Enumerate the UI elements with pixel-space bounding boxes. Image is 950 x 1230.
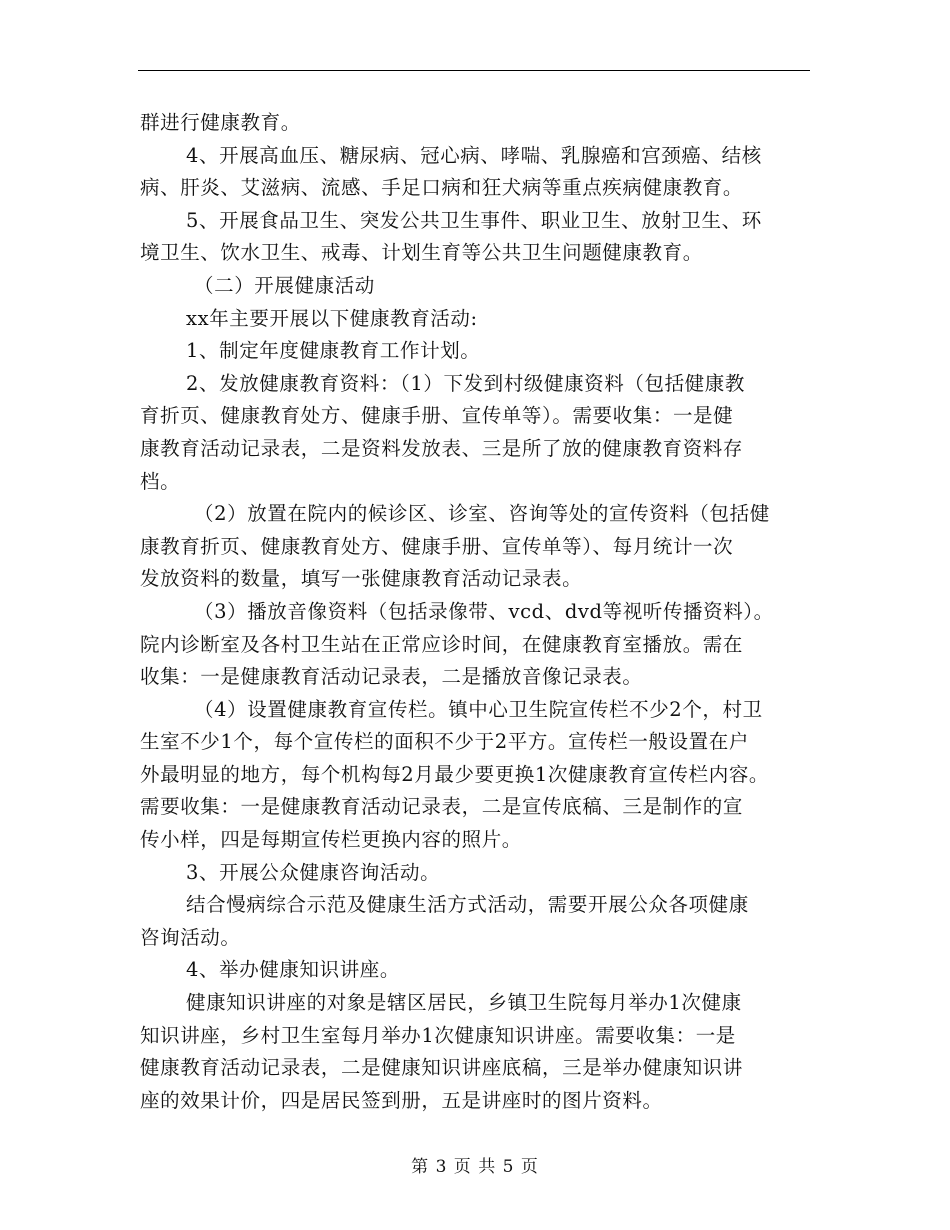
text-line: 2、发放健康教育资料：（1）下发到村级健康资料（包括健康教 [186, 371, 745, 395]
header-rule [138, 70, 810, 71]
page-number-footer: 第 3 页 共 5 页 [411, 1157, 539, 1177]
text-line: （2）放置在院内的候诊区、诊室、咨询等处的宣传资料（包括健 [194, 502, 770, 526]
document-body [140, 107, 820, 1117]
text-line: （4）设置健康教育宣传栏。镇中心卫生院宣传栏不少2个，村卫 [194, 697, 763, 721]
text-line: （3）播放音像资料（包括录像带、vcd、dvd等视听传播资料）。 [194, 599, 774, 623]
text-line: 结合慢病综合示范及健康生活方式活动，需要开展公众各项健康 [186, 893, 749, 917]
text-line: 1、制定年度健康教育工作计划。 [186, 339, 481, 363]
text-line: 群进行健康教育。 [140, 111, 301, 134]
text-line: 发放资料的数量，填写一张健康教育活动记录表。 [140, 567, 583, 591]
text-line: 病、肝炎、艾滋病、流感、手足口病和狂犬病等重点疾病健康教育。 [140, 176, 744, 200]
text-line: 3、开展公众健康咨询活动。 [186, 860, 441, 884]
text-line: 需要收集：一是健康教育活动记录表，二是宣传底稿、三是制作的宣 [140, 795, 744, 819]
text-line: 咨询活动。 [140, 925, 241, 949]
text-line: 康教育活动记录表，二是资料发放表、三是所了放的健康教育资料存 [140, 436, 744, 460]
text-line: 外最明显的地方，每个机构每2月最少要更换1次健康教育宣传栏内容。 [140, 762, 770, 786]
text-line: （二）开展健康活动 [194, 273, 375, 297]
text-line: 院内诊断室及各村卫生站在正常应诊时间，在健康教育室播放。需在 [140, 632, 744, 656]
text-line: 生室不少1个，每个宣传栏的面积不少于2平方。宣传栏一般设置在户 [140, 730, 749, 754]
text-line: 传小样，四是每期宣传栏更换内容的照片。 [140, 828, 522, 852]
text-line: 档。 [140, 469, 181, 493]
text-line: 境卫生、饮水卫生、戒毒、计划生育等公共卫生问题健康教育。 [140, 241, 703, 265]
text-line: xx年主要开展以下健康教育活动: [186, 306, 478, 330]
text-line: 收集：一是健康教育活动记录表，二是播放音像记录表。 [140, 665, 643, 689]
text-line: 4、举办健康知识讲座。 [186, 958, 401, 982]
text-line: 育折页、健康教育处方、健康手册、宣传单等）。需要收集：一是健 [140, 404, 734, 428]
text-line: 康教育折页、健康教育处方、健康手册、宣传单等）、每月统计一次 [140, 534, 734, 558]
text-line: 5、开展食品卫生、突发公共卫生事件、职业卫生、放射卫生、环 [186, 208, 762, 232]
text-line: 座的效果计价，四是居民签到册，五是讲座时的图片资料。 [140, 1088, 663, 1112]
text-line: 知识讲座，乡村卫生室每月举办1次健康知识讲座。需要收集：一是 [140, 1023, 736, 1047]
text-line: 健康知识讲座的对象是辖区居民，乡镇卫生院每月举办1次健康 [186, 991, 742, 1015]
text-line: 4、开展高血压、糖尿病、冠心病、哮喘、乳腺癌和宫颈癌、结核 [186, 143, 762, 167]
text-line: 健康教育活动记录表，二是健康知识讲座底稿，三是举办健康知识讲 [140, 1056, 744, 1080]
